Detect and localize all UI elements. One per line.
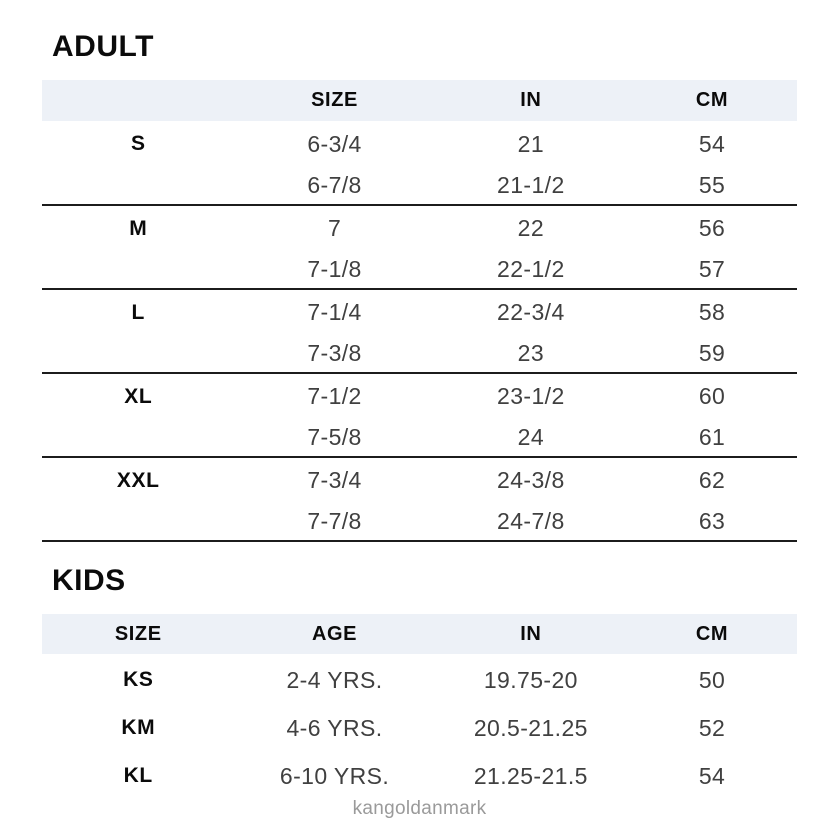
kids-cm-cell: 50 <box>698 666 726 693</box>
adult-cm-cell: 62 <box>698 467 726 493</box>
kids-in-cell: 20.5-21.25 <box>473 714 588 741</box>
kids-section-title: KIDS <box>52 564 126 597</box>
kids-age-cell: 6-10 YRS. <box>279 762 390 789</box>
adult-in-cell: 21 <box>517 130 545 157</box>
table-row <box>42 247 797 289</box>
adult-cm-cell: 56 <box>698 215 726 241</box>
adult-row-label <box>42 331 235 373</box>
adult-row-label <box>42 499 235 541</box>
adult-row-label: L <box>131 300 145 324</box>
adult-cm-cell: 55 <box>627 163 797 205</box>
adult-row-label: S <box>130 132 146 155</box>
adult-size-table <box>42 80 797 542</box>
kids-size-table <box>42 614 797 798</box>
kids-row-label: KM <box>121 716 156 739</box>
adult-cm-cell: 59 <box>627 331 797 373</box>
adult-table-header <box>42 80 797 121</box>
adult-cm-cell: 60 <box>698 383 726 409</box>
adult-size-cell: 7-1/8 <box>235 247 435 289</box>
adult-in-cell: 24-7/8 <box>435 499 628 541</box>
adult-header-blank <box>42 80 235 121</box>
adult-cm-cell: 61 <box>627 415 797 457</box>
adult-size-cell: 7 <box>327 215 342 241</box>
adult-header-cm: CM <box>695 89 729 111</box>
kids-header-size: SIZE <box>114 622 162 645</box>
adult-size-cell: 7-1/4 <box>307 299 362 325</box>
kids-header-row <box>42 614 797 654</box>
adult-header-in: IN <box>520 89 542 111</box>
adult-cm-cell: 58 <box>698 299 726 325</box>
adult-header-size: SIZE <box>311 89 358 111</box>
table-row <box>42 331 797 373</box>
kids-row-label: KS <box>123 668 154 691</box>
kids-row-label: KL <box>123 764 153 787</box>
adult-cm-cell: 54 <box>698 130 726 157</box>
adult-size-cell: 7-5/8 <box>235 415 435 457</box>
adult-size-cell: 7-3/8 <box>235 331 435 373</box>
table-row <box>42 457 797 499</box>
adult-cm-cell: 57 <box>627 247 797 289</box>
kids-age-cell: 2-4 YRS. <box>286 666 383 693</box>
adult-in-cell: 23-1/2 <box>497 383 565 409</box>
adult-row-label <box>42 247 235 289</box>
adult-in-cell: 22 <box>517 215 545 241</box>
adult-in-cell: 23 <box>435 331 628 373</box>
table-row <box>42 702 797 750</box>
adult-in-cell: 21-1/2 <box>435 163 628 205</box>
adult-section-title: ADULT <box>52 30 154 63</box>
adult-in-cell: 24-3/8 <box>497 467 565 493</box>
adult-header-row <box>42 80 797 121</box>
adult-row-label: M <box>129 216 148 240</box>
table-row <box>42 499 797 541</box>
adult-row-label <box>42 163 235 205</box>
adult-size-cell: 7-3/4 <box>307 467 362 493</box>
adult-size-cell: 6-7/8 <box>235 163 435 205</box>
kids-in-cell: 19.75-20 <box>483 666 578 693</box>
table-row <box>42 121 797 163</box>
table-row <box>42 163 797 205</box>
adult-size-cell: 6-3/4 <box>307 130 362 157</box>
table-row <box>42 654 797 702</box>
kids-table-header <box>42 614 797 654</box>
adult-row-label <box>42 415 235 457</box>
kids-cm-cell: 54 <box>698 762 726 789</box>
kids-age-cell: 4-6 YRS. <box>286 714 383 741</box>
table-row <box>42 415 797 457</box>
kids-header-age: AGE <box>311 622 358 645</box>
table-row <box>42 289 797 331</box>
adult-cm-cell: 63 <box>627 499 797 541</box>
kids-in-cell: 21.25-21.5 <box>473 762 588 789</box>
adult-row-label: XXL <box>116 468 160 492</box>
adult-in-cell: 24 <box>435 415 628 457</box>
adult-row-label: XL <box>124 384 153 408</box>
adult-size-cell: 7-7/8 <box>235 499 435 541</box>
table-row <box>42 205 797 247</box>
table-row <box>42 750 797 798</box>
kids-cm-cell: 52 <box>698 714 726 741</box>
kids-header-in: IN <box>520 622 542 645</box>
adult-in-cell: 22-1/2 <box>435 247 628 289</box>
watermark-text: kangoldanmark <box>352 798 487 819</box>
adult-size-cell: 7-1/2 <box>307 383 362 409</box>
kids-header-cm: CM <box>695 622 729 645</box>
table-row <box>42 373 797 415</box>
adult-in-cell: 22-3/4 <box>497 299 565 325</box>
